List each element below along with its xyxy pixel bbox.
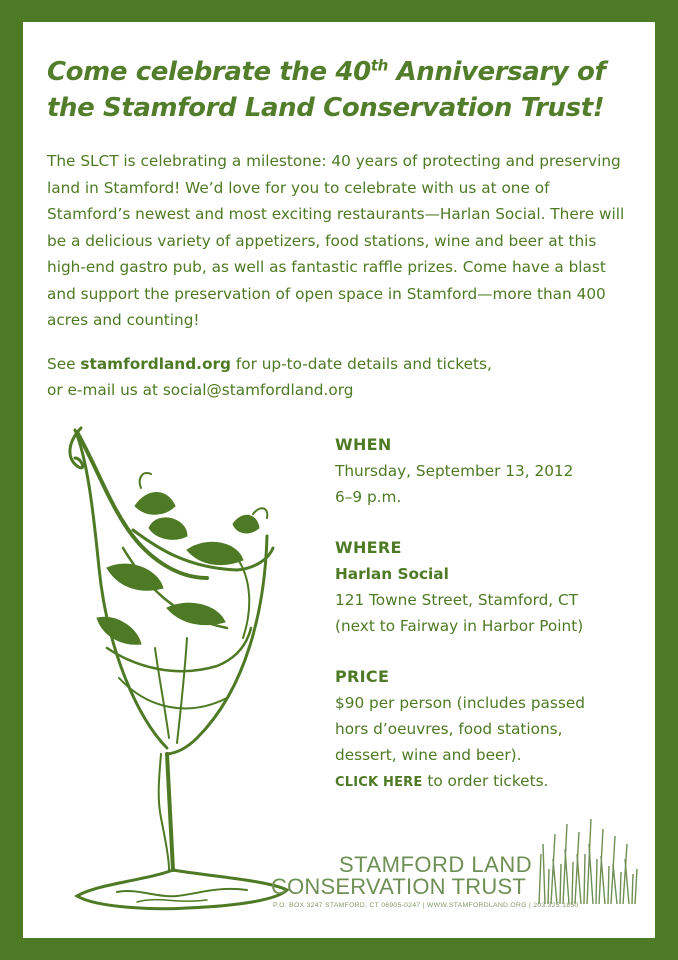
order-line: CLICK HERE to order tickets. xyxy=(335,772,549,790)
grass-icon xyxy=(533,814,643,904)
event-date: Thursday, September 13, 2012 xyxy=(335,462,574,480)
logo-line2: CONSERVATION TRUST xyxy=(271,874,526,899)
where-heading: WHERE xyxy=(335,538,402,557)
venue-name: Harlan Social xyxy=(335,565,449,583)
headline-line2: the Stamford Land Conservation Trust! xyxy=(47,93,605,123)
logo-address: P.O. BOX 3247 STAMFORD, CT 06905-0247 | WWW.STAMFORDLAND.ORG | 203.325.1850 xyxy=(273,902,579,909)
click-here-link[interactable]: CLICK HERE xyxy=(335,775,423,790)
event-details xyxy=(335,432,645,796)
logo-line1: STAMFORD LAND xyxy=(339,852,533,877)
email-line[interactable]: or e-mail us at social@stamfordland.org xyxy=(47,381,354,399)
venue-address: 121 Towne Street, Stamford, CT xyxy=(335,591,579,609)
invitation-card xyxy=(23,22,655,938)
price-heading: PRICE xyxy=(335,667,390,686)
price-line3: dessert, wine and beer). xyxy=(335,746,522,764)
venue-note: (next to Fairway in Harbor Point) xyxy=(335,617,584,635)
wine-glass-illustration xyxy=(37,418,307,918)
price-line1: $90 per person (includes passed xyxy=(335,694,585,712)
event-time: 6–9 p.m. xyxy=(335,488,402,506)
intro-paragraph: The SLCT is celebrating a milestone: 40 years of protecting and preserving land in Stamford! We’d love for you to celebrate with us at one of Stamford’s newest and most exciting restaurants—Harlan Social. There will be a delicious variety of appetizers, food stations, wine and beer at this high-end gastro pub, as well as fantastic raffle prizes. Come have a blast and support the preservation of open space in Stamford—more than 400 acres and counting! xyxy=(47,152,625,329)
when-heading: WHEN xyxy=(335,435,392,454)
headline-line1: Come celebrate the 40th Anniversary of xyxy=(47,56,606,87)
headline xyxy=(47,54,637,126)
price-line2: hors d’oeuvres, food stations, xyxy=(335,720,563,738)
website-link[interactable]: stamfordland.org xyxy=(80,355,231,373)
contact-info: See stamfordland.org for up-to-date details and tickets, or e-mail us at social@stamfordland.org xyxy=(47,355,492,399)
